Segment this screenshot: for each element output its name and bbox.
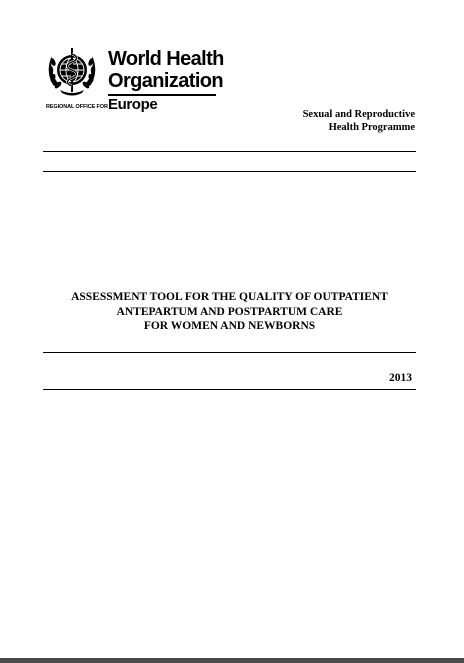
who-europe-logo: [42, 40, 222, 120]
programme-line1: Sexual and Reproductive: [302, 109, 415, 120]
who-emblem-icon: [44, 42, 100, 98]
title-rule-top: [43, 352, 416, 353]
title-rule-bottom: [43, 389, 416, 390]
programme-line2: Health Programme: [328, 122, 415, 133]
title-line1: ASSESSMENT TOOL FOR THE QUALITY OF OUTPATIENT: [71, 291, 388, 303]
region-name: Europe: [108, 96, 158, 113]
programme-name: [303, 108, 415, 134]
title-line2: ANTEPARTUM AND POSTPARTUM CARE: [116, 305, 343, 318]
title-line3: FOR WOMEN AND NEWBORNS: [143, 320, 316, 332]
viewer-bottom-edge: [0, 658, 464, 663]
document-title: [43, 290, 416, 334]
header-rule-top: [43, 151, 416, 152]
regional-office-label: REGIONAL OFFICE FOR: [46, 104, 108, 110]
org-name-line2: Organization: [108, 70, 224, 92]
org-name-line1: World Health: [108, 48, 224, 70]
publication-year: 2013: [389, 372, 412, 384]
header-rule-bottom: [43, 171, 416, 172]
